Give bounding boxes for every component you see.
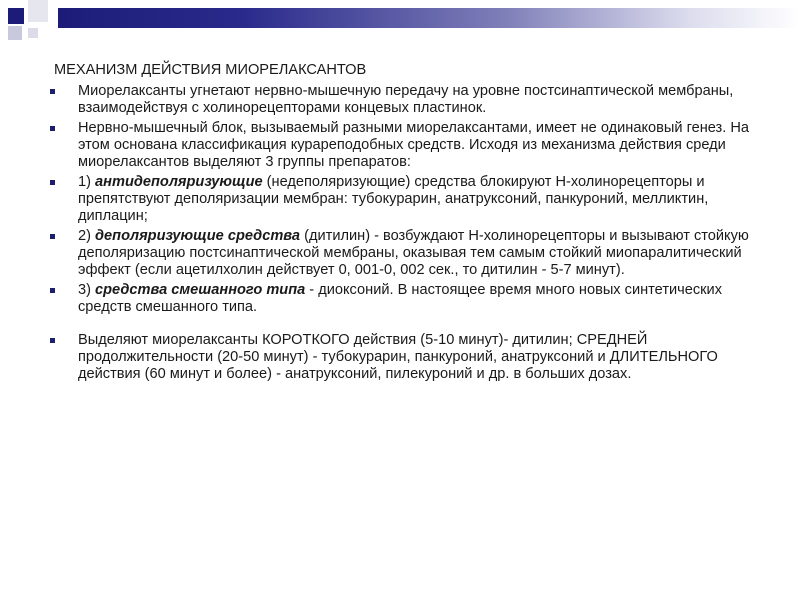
list-item — [50, 228, 750, 279]
item-emphasis: антидеполяризующие — [95, 174, 263, 190]
item-prefix: 3) — [78, 282, 96, 298]
item-text: (недеполяризующие) средства блокируют Н-холинорецепторы и препятствуют деполяризации мембран: тубокурарин, анатруксоний, панкуроний, мелликтин, диплацин; — [78, 174, 709, 224]
header-square-light — [28, 0, 48, 22]
item-emphasis: средства смешанного типа — [95, 282, 306, 298]
header-decoration — [0, 0, 800, 42]
list-item — [50, 282, 750, 316]
item-emphasis: деполяризующие средства — [95, 228, 301, 244]
bullet-square-icon — [50, 288, 55, 293]
list-item — [50, 174, 750, 225]
list-item — [50, 332, 750, 383]
bullet-square-icon — [50, 338, 55, 343]
header-square-dark — [8, 8, 24, 24]
slide-title: МЕХАНИЗМ ДЕЙСТВИЯ МИОРЕЛАКСАНТОВ — [54, 62, 367, 78]
bullet-square-icon — [50, 234, 55, 239]
slide-content — [50, 62, 750, 386]
item-text: Нервно-мышечный блок, вызываемый разными миорелаксантами, имеет не одинаковый генез. На этом основана классификация курареподобных средств. Исходя из механизма действия среди миорелаксантов выделяют 3 группы препаратов: — [78, 120, 750, 170]
list-item — [50, 120, 750, 171]
list-item — [50, 83, 750, 117]
bullet-square-icon — [50, 89, 55, 94]
bullet-square-icon — [50, 126, 55, 131]
item-prefix: 2) — [78, 228, 96, 244]
header-gradient-bar — [58, 8, 800, 28]
item-text: Выделяют миорелаксанты КОРОТКОГО действия (5-10 минут)- дитилин; СРЕДНЕЙ продолжительности (20-50 минут) - тубокурарин, панкуроний, анатруксоний и ДЛИТЕЛЬНОГО действия (60 минут и более) - анатруксоний, пилекуроний и др. в больших дозах. — [78, 332, 718, 382]
bullet-square-icon — [50, 180, 55, 185]
header-square-small — [28, 28, 38, 38]
header-square-mid — [8, 26, 22, 40]
item-prefix: 1) — [78, 174, 96, 190]
item-text: - диоксоний. В настоящее время много новых синтетических средств смешанного типа. — [78, 282, 723, 315]
item-text: (дитилин) - возбуждают Н-холинорецепторы и вызывают стойкую деполяризацию постсинаптической мембраны, оказывая тем самым стойкий миопаралитический эффект (если ацетилхолин действует 0, 001-0, 002 сек., то дитилин - 5-7 минут). — [78, 228, 749, 278]
item-text: Миорелаксанты угнетают нервно-мышечную передачу на уровне постсинаптической мембраны, взаимодействуя с холинорецепторами концевых пластинок. — [78, 83, 734, 116]
